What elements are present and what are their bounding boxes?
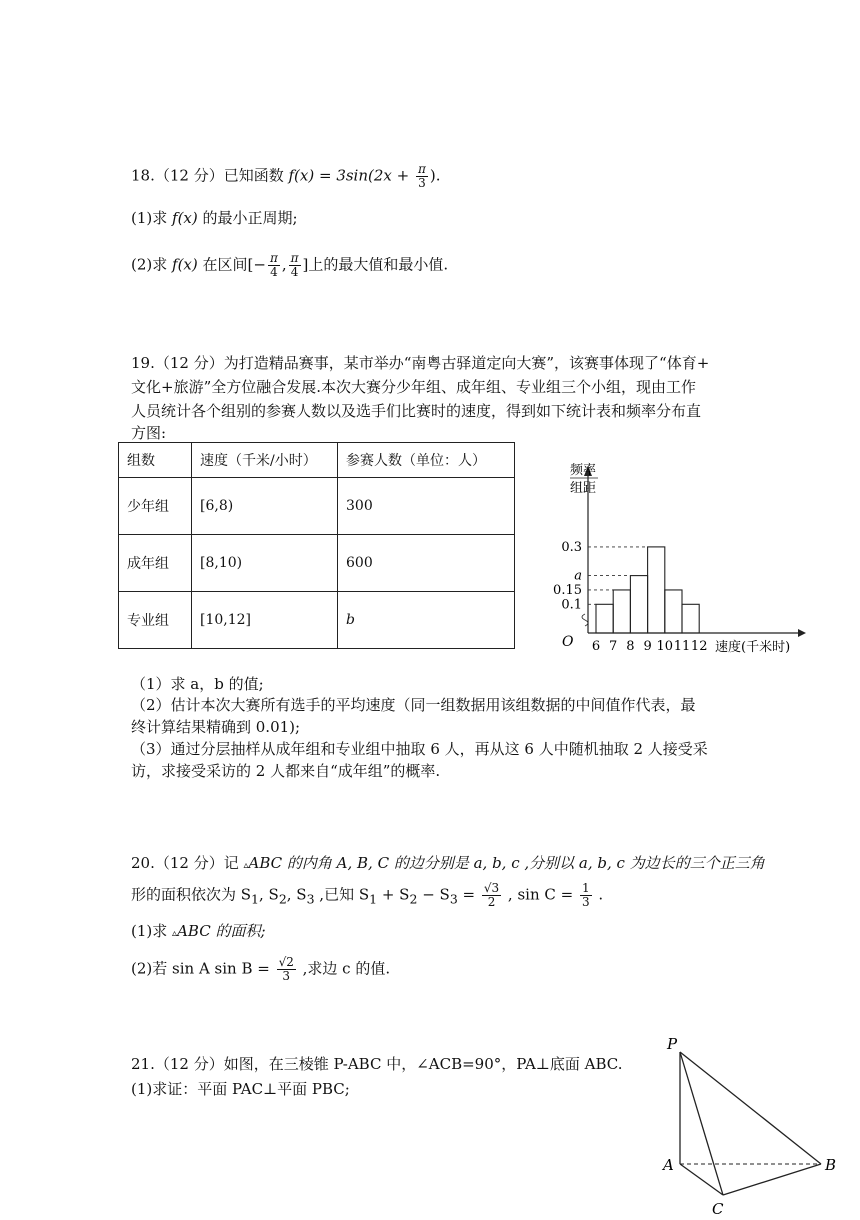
histogram-bar [613, 590, 630, 633]
vertex-label-B: B [825, 1156, 837, 1174]
axis-break-mark [582, 614, 588, 626]
q19-line4: 方图: [131, 424, 167, 442]
histogram-bar [682, 604, 699, 633]
pi-over-4-fraction-b: $\frac{\pi}{4}$ [290, 251, 299, 279]
q20-sub2: (2)若 sin A sin B = $\frac{√2}{3}$ ,求边 c 的值. [131, 955, 391, 983]
y-tick-label: a [574, 568, 582, 584]
table-row [119, 478, 515, 535]
x-tick-label: 7 [609, 639, 618, 654]
origin-label: O [562, 634, 574, 650]
frequency-histogram [540, 458, 830, 658]
histogram-bar [630, 576, 647, 633]
y-tick-label: 0.1 [561, 597, 582, 613]
table-cell: [10,12] [192, 592, 338, 649]
q19-sub2a: （2）估计本次大赛所有选手的平均速度（同一组数据用该组数据的中间值作代表，最 [131, 696, 696, 714]
table-cell: 300 [338, 478, 515, 535]
x-tick-label: 10 [656, 639, 674, 654]
x-axis-label: 速度(千米时) [715, 640, 791, 655]
q18-part2: (2)求 f(x) 在区间[− $\frac{\pi}{4}$ , $\frac{\pi}{4}$ ]上的最大值和最小值. [131, 251, 449, 279]
q18-stem: 18.（12 分）已知函数 f(x) = 3sin(2x + $\frac{\pi}{3}$ ). [131, 162, 441, 190]
table-cell: 成年组 [119, 535, 192, 592]
q21-line1: 21.（12 分）如图，在三棱锥 P-ABC 中，∠ACB=90°，PA⊥底面 ABC. [131, 1055, 623, 1073]
table-cell: b [338, 592, 515, 649]
x-axis-arrow [798, 629, 806, 637]
y-axis-label-bottom: 组距 [570, 481, 597, 496]
pi-over-3-fraction: $\frac{\pi}{3}$ [417, 162, 426, 190]
table-cell: 少年组 [119, 478, 192, 535]
x-tick-label: 12 [690, 639, 708, 654]
y-tick-label: 0.15 [553, 582, 582, 598]
sqrt2-over-3-fraction: $\frac{√2}{3}$ [278, 955, 294, 983]
triangle-icon: ▵ [172, 928, 178, 939]
sqrt3-over-2-fraction: $\frac{√3}{2}$ [483, 881, 500, 909]
y-tick-label: 0.3 [561, 539, 582, 555]
x-tick-label: 6 [591, 639, 601, 654]
q19-sub3b: 访，求接受采访的 2 人都来自“成年组”的概率. [131, 762, 441, 780]
vertex-label-P: P [667, 1035, 678, 1053]
q19-sub1: （1）求 a，b 的值; [131, 675, 264, 693]
table-cell: 600 [338, 535, 515, 592]
table-cell: [8,10) [192, 535, 338, 592]
speed-stat-table [118, 442, 515, 649]
vertex-label-A: A [663, 1156, 674, 1174]
q18-part1: (1)求 f(x) 的最小正周期; [131, 209, 298, 227]
histogram-bar [665, 590, 682, 633]
q19-line2: 文化+旅游”全方位融合发展.本次大赛分少年组、成年组、专业组三个小组，现由工作 [131, 378, 697, 396]
one-third-fraction: $\frac{1}{3}$ [581, 881, 590, 909]
table-cell: [6,8) [192, 478, 338, 535]
pi-over-4-fraction-a: $\frac{\pi}{4}$ [269, 251, 278, 279]
edge-PB [680, 1052, 821, 1164]
y-axis-label-top: 频率 [570, 463, 597, 478]
q21-line2: (1)求证：平面 PAC⊥平面 PBC; [131, 1080, 350, 1098]
table-header-cell: 速度（千米/小时） [192, 443, 338, 478]
x-tick-label: 11 [673, 639, 691, 654]
x-tick-label: 9 [643, 639, 652, 654]
histogram-bar [648, 547, 665, 633]
table-header-cell: 组数 [119, 443, 192, 478]
q20-sub1: (1)求 ▵ABC 的面积; [131, 922, 266, 940]
q20-line2: 形的面积依次为 $S_1$, $S_2$, $S_3$ ,已知 $S_1 + S_2 - S_3$ = $\frac{√3}{2}$ , sin C = $\frac{1}{3}$ . [131, 881, 604, 909]
table-cell: 专业组 [119, 592, 192, 649]
edge-PC [680, 1052, 723, 1195]
x-tick-label: 8 [626, 639, 635, 654]
triangle-icon: ▵ [243, 860, 249, 871]
pyramid-figure [655, 1030, 845, 1220]
edge-AC [680, 1164, 723, 1195]
q19-line1: 19.（12 分）为打造精品赛事，某市举办“南粤古驿道定向大赛”，该赛事体现了“体育+ [131, 354, 710, 372]
q19-line3: 人员统计各个组别的参赛人数以及选手们比赛时的速度，得到如下统计表和频率分布直 [131, 402, 702, 420]
q20-line1: 20.（12 分）记 ▵ABC 的内角 A, B, C 的边分别是 a, b, c ,分别以 a, b, c 为边长的三个正三角 [131, 854, 765, 872]
q19-sub3a: （3）通过分层抽样从成年组和专业组中抽取 6 人，再从这 6 人中随机抽取 2 人接受采 [131, 740, 708, 758]
q19-sub2b: 终计算结果精确到 0.01); [131, 718, 301, 736]
table-row [119, 592, 515, 649]
table-header-cell: 参赛人数（单位：人） [338, 443, 515, 478]
table-row [119, 535, 515, 592]
histogram-bar [596, 604, 613, 633]
table-header-row [119, 443, 515, 478]
edge-CB [723, 1164, 821, 1195]
vertex-label-C: C [712, 1200, 724, 1218]
